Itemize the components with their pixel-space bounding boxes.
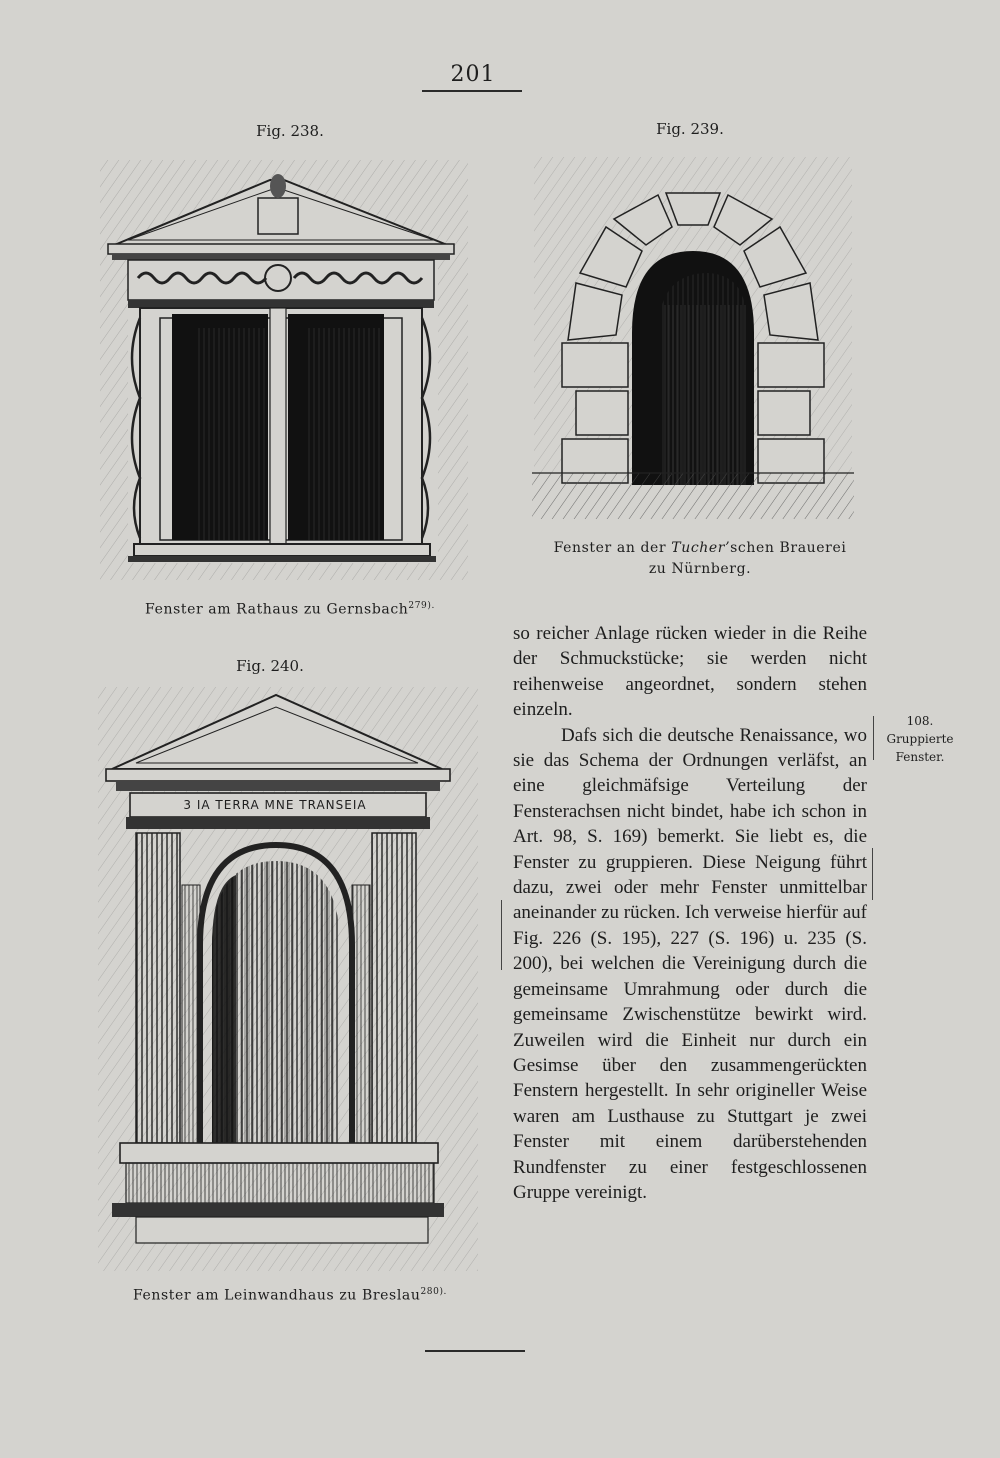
- body-paragraph-1: so reicher Anlage rücken wieder in die Reihe der Schmuckstücke; sie werden nicht reihenweise angeordnet, sondern stehen einzeln.: [513, 623, 867, 721]
- fig239-caption-line2: zu Nürnberg.: [648, 561, 752, 577]
- fig238-label: Fig. 238.: [256, 122, 324, 140]
- fig238-caption: [100, 596, 480, 621]
- fig240-label: Fig. 240.: [236, 657, 304, 675]
- margin-mark-top: [873, 716, 874, 760]
- fig239-illustration: [532, 155, 854, 525]
- margin-note-line1: Gruppierte: [886, 732, 954, 746]
- fig239-label: Fig. 239.: [656, 120, 724, 138]
- fig238-illustration: [98, 158, 470, 588]
- margin-note: [876, 712, 964, 766]
- fig240-inscription: 3 IA TERRA MNE TRANSEIA: [183, 798, 367, 812]
- fig239-caption-italic: Tucher’: [671, 540, 731, 556]
- fig239-caption-prefix: Fenster an der: [553, 540, 667, 556]
- margin-mark-left: [501, 900, 502, 970]
- fig240-caption-text: Fenster am Leinwandhaus zu Breslau: [132, 1287, 421, 1304]
- page-number: 201: [450, 62, 496, 87]
- fig239-caption: [520, 538, 880, 580]
- header-rule: [422, 90, 522, 92]
- fig240-illustration: [96, 685, 480, 1275]
- margin-mark-middle: [872, 848, 873, 900]
- fig238-caption-text: Fenster am Rathaus zu Gernsbach: [145, 601, 409, 618]
- fig238-footnote: 279).: [408, 601, 435, 611]
- fig240-caption: [100, 1282, 480, 1307]
- body-paragraph-2: Dafs sich die deutsche Renaissance, wo sie das Schema der Ordnungen verläfst, an eine gleichmäfsige Verteilung der Fensterachsen nicht bindet, habe ich schon in Art. 98, S. 169) bemerkt. Sie liebt es, die Fenster zu gruppieren. Diese Neigung führt dazu, zwei oder mehr Fenster unmittelbar aneinander zu rücken. Ich verweise hierfür auf Fig. 226 (S. 195), 227 (S. 196) u. 235 (S. 200), bei welchen die Vereinigung durch die gemeinsame Umrahmung oder durch die gemeinsame Zwischenstütze bewirkt wird. Zuweilen wird die Einheit nur durch ein Gesimse über den zusammengerückten Fenstern hergestellt. In sehr origineller Weise waren am Lusthause zu Stuttgart je zwei Fenster mit einem darüberstehenden Rundfenster zu einer festgeschlossenen Gruppe vereinigt.: [513, 724, 867, 1203]
- fig239-caption-suffix: schen Brauerei: [730, 540, 847, 556]
- footer-rule: [425, 1350, 525, 1352]
- fig240-footnote: 280).: [420, 1287, 448, 1297]
- margin-note-line2: Fenster.: [895, 750, 945, 764]
- body-text: [513, 621, 867, 1205]
- margin-note-number: 108.: [906, 714, 934, 728]
